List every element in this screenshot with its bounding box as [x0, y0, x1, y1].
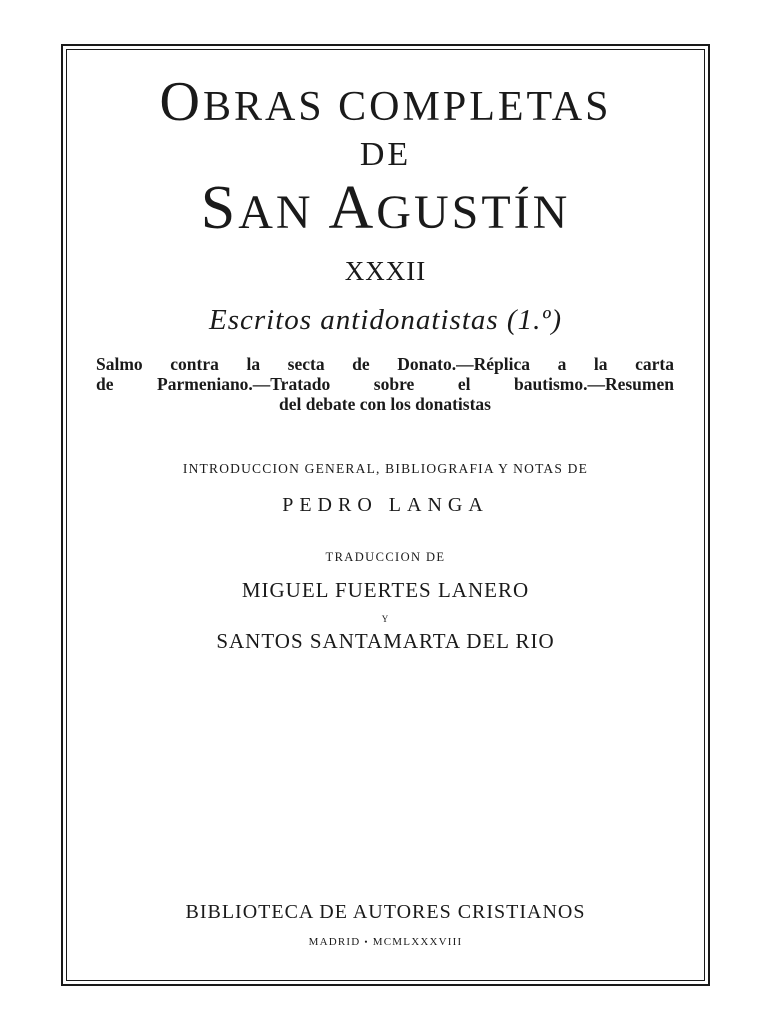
series-title-initial: O [159, 71, 203, 133]
series-title-line2: DE [359, 136, 412, 173]
contents-line-1: Salmo contra la secta de Donato.—Réplica a la carta [96, 354, 674, 374]
imprint-separator: • [364, 937, 369, 947]
imprint-city: MADRID [308, 936, 361, 948]
contents-line-3: del debate con los donatistas [279, 394, 491, 414]
imprint-line [66, 934, 705, 950]
contents-line-2: de Parmeniano.—Tratado sobre el bautismo.—Resumen [96, 374, 674, 394]
translation-credit: TRADUCCION DE [325, 550, 446, 564]
intro-author-name: PEDRO LANGA [282, 494, 489, 516]
intro-credit: INTRODUCCION GENERAL, BIBLIOGRAFIA Y NOTAS DE [182, 461, 589, 476]
author-title [66, 176, 705, 245]
translator-name-1: MIGUEL FUERTES LANERO [241, 578, 530, 602]
translator-name-2: SANTOS SANTAMARTA DEL RIO [216, 629, 555, 653]
series-title-line1 [66, 71, 705, 135]
publisher-name: BIBLIOTECA DE AUTORES CRISTIANOS [185, 901, 586, 923]
volume-subtitle: Escritos antidonatistas (1.º) [209, 304, 562, 336]
author-initial-2: A [328, 174, 377, 242]
translator-conjunction: Y [381, 614, 390, 624]
author-rest-2: GUSTÍN [376, 186, 571, 239]
author-rest-1: AN [238, 186, 329, 239]
imprint-year: MCMLXXXVIII [372, 936, 463, 948]
series-title-rest: BRAS COMPLETAS [202, 84, 612, 130]
author-initial-1: S [200, 174, 239, 242]
contents-summary [96, 354, 674, 414]
volume-number: XXXII [344, 256, 427, 286]
